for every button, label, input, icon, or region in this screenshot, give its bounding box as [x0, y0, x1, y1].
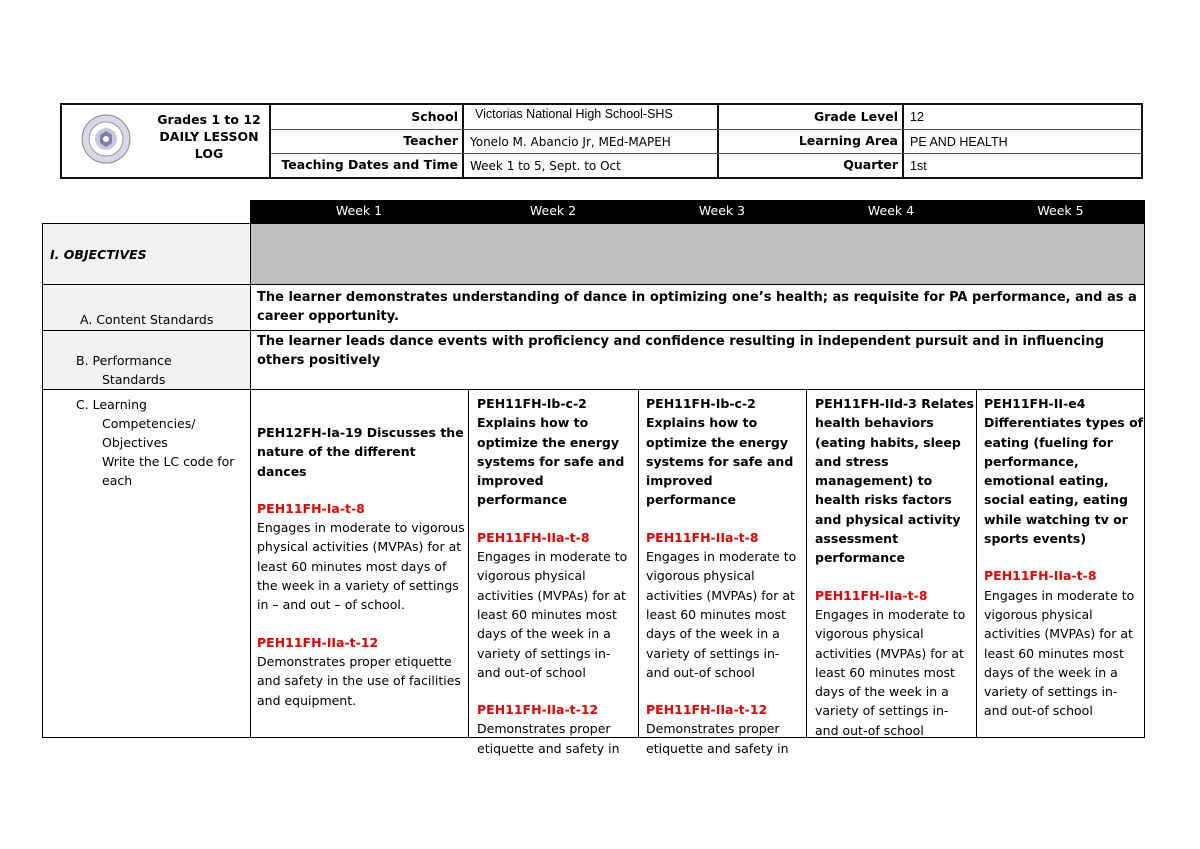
label-line: Standards	[102, 372, 166, 388]
column-divider	[468, 390, 469, 738]
competency-head: PEH11FH-IId-3 Relates health behaviors (eating habits, sleep and stress management) to health risks factors and physical activity assessment performance	[815, 396, 974, 566]
week3-competencies	[646, 394, 804, 756]
lc-code: PEH11FH-IIa-t-8	[815, 587, 928, 603]
week2-competencies	[477, 394, 637, 756]
learning-area-field[interactable]: PE AND HEALTH	[910, 135, 1008, 149]
school-label: School	[411, 109, 458, 124]
dates-field[interactable]: Week 1 to 5, Sept. to Oct	[470, 159, 621, 173]
lc-code: PEH11FH-Ia-t-8	[257, 500, 365, 516]
lc-code: PEH11FH-IIa-t-12	[257, 634, 379, 650]
week-header: Week 3	[698, 203, 746, 218]
competency-text: Demonstrates proper etiquette and safety in	[646, 721, 789, 756]
content-standards-text: The learner demonstrates understanding of dance in optimizing one’s health; as requisite for PA performance, and as a career opportunity.	[250, 285, 1145, 331]
label-line: Objectives	[102, 435, 168, 450]
dates-label: Teaching Dates and Time	[281, 157, 458, 172]
grade-level-label: Grade Level	[814, 109, 898, 124]
week-header: Week 5	[1037, 203, 1084, 218]
title-line: DAILY LESSON	[159, 129, 259, 144]
lc-code: PEH11FH-IIa-t-12	[646, 702, 768, 718]
objectives-shaded-cell	[250, 223, 1145, 285]
competency-text: Demonstrates proper etiquette and safety in	[477, 721, 620, 756]
label-line: each	[102, 473, 133, 488]
week-header: Week 2	[529, 203, 577, 218]
lc-code: PEH11FH-IIa-t-8	[477, 529, 590, 545]
column-divider	[638, 390, 639, 738]
week-header: Week 1	[335, 203, 383, 218]
competency-text: Engages in moderate to vigorous physical activities (MVPAs) for at least 60 minutes most days of the week in a variety of settings in- and out-of school	[646, 549, 797, 680]
week1-competencies	[257, 423, 467, 710]
learning-area-label: Learning Area	[798, 133, 898, 148]
lesson-log-table	[42, 200, 1145, 756]
content-standards-label: A. Content Standards	[80, 312, 214, 327]
label-line: C. Learning	[76, 397, 147, 412]
competency-text: Engages in moderate to vigorous physical activities (MVPAs) for at least 60 minutes most days of the week in a variety of settings in- and out-of school	[815, 606, 966, 738]
performance-standards-text: The learner leads dance events with proficiency and confidence resulting in independent pursuit and in influencing others positively	[250, 331, 1145, 390]
label-line: Write the LC code for	[102, 454, 235, 469]
grade-level-field[interactable]: 12	[910, 110, 924, 124]
competency-text: Engages in moderate to vigorous physical activities (MVPAs) for at least 60 minutes most days of the week in a variety of settings in- and out-of school	[984, 587, 1135, 719]
header-table	[60, 103, 1143, 179]
competency-head: PEH12FH-Ia-19 Discusses the nature of the different dances	[257, 425, 464, 479]
title-line: Grades 1 to 12	[157, 112, 261, 127]
competency-text: Demonstrates proper etiquette and safety in the use of facilities and equipment.	[257, 653, 461, 708]
quarter-field[interactable]: 1st	[910, 159, 927, 173]
objectives-label: I. OBJECTIVES	[50, 247, 147, 262]
dll-title	[150, 111, 268, 162]
week4-competencies	[815, 394, 975, 737]
lc-code: PEH11FH-IIa-t-8	[984, 568, 1097, 584]
divider	[902, 105, 904, 177]
label-line: Competencies/	[102, 416, 196, 431]
divider	[462, 105, 464, 177]
competency-head: PEH11FH-Ib-c-2 Explains how to optimize the energy systems for safe and improved performance	[646, 396, 794, 508]
performance-standards-label	[76, 351, 172, 390]
competency-text: Engages in moderate to vigorous physical activities (MVPAs) for at least 60 minutes most days of the week in a variety of settings in- and out-of school	[477, 549, 628, 680]
column-divider	[806, 390, 807, 738]
column-divider	[976, 390, 977, 738]
competency-head: PEH11FH-II-e4 Differentiates types of eating (fueling for performance, emotional eating, social eating, eating while watching tv or sports events)	[984, 396, 1144, 547]
week5-competencies	[984, 394, 1144, 737]
competencies-label	[76, 395, 234, 490]
competency-head: PEH11FH-Ib-c-2 Explains how to optimize the energy systems for safe and improved performance	[477, 396, 625, 508]
teacher-field[interactable]: Yonelo M. Abancio Jr, MEd-MAPEH	[470, 135, 671, 149]
title-line: LOG	[194, 146, 224, 161]
lc-code: PEH11FH-IIa-t-8	[646, 529, 759, 545]
week-header: Week 4	[867, 203, 915, 218]
label-line: B. Performance	[76, 353, 172, 368]
school-field[interactable]: Victorias National High School-SHS	[475, 107, 673, 121]
quarter-label: Quarter	[843, 157, 898, 172]
lc-code: PEH11FH-IIa-t-12	[477, 702, 599, 718]
teacher-label: Teacher	[403, 133, 458, 148]
deped-seal-icon	[80, 111, 132, 167]
competency-text: Engages in moderate to vigorous physical activities (MVPAs) for at least 60 minutes most days of the week in a variety of settings in – and out – of school.	[257, 520, 465, 613]
